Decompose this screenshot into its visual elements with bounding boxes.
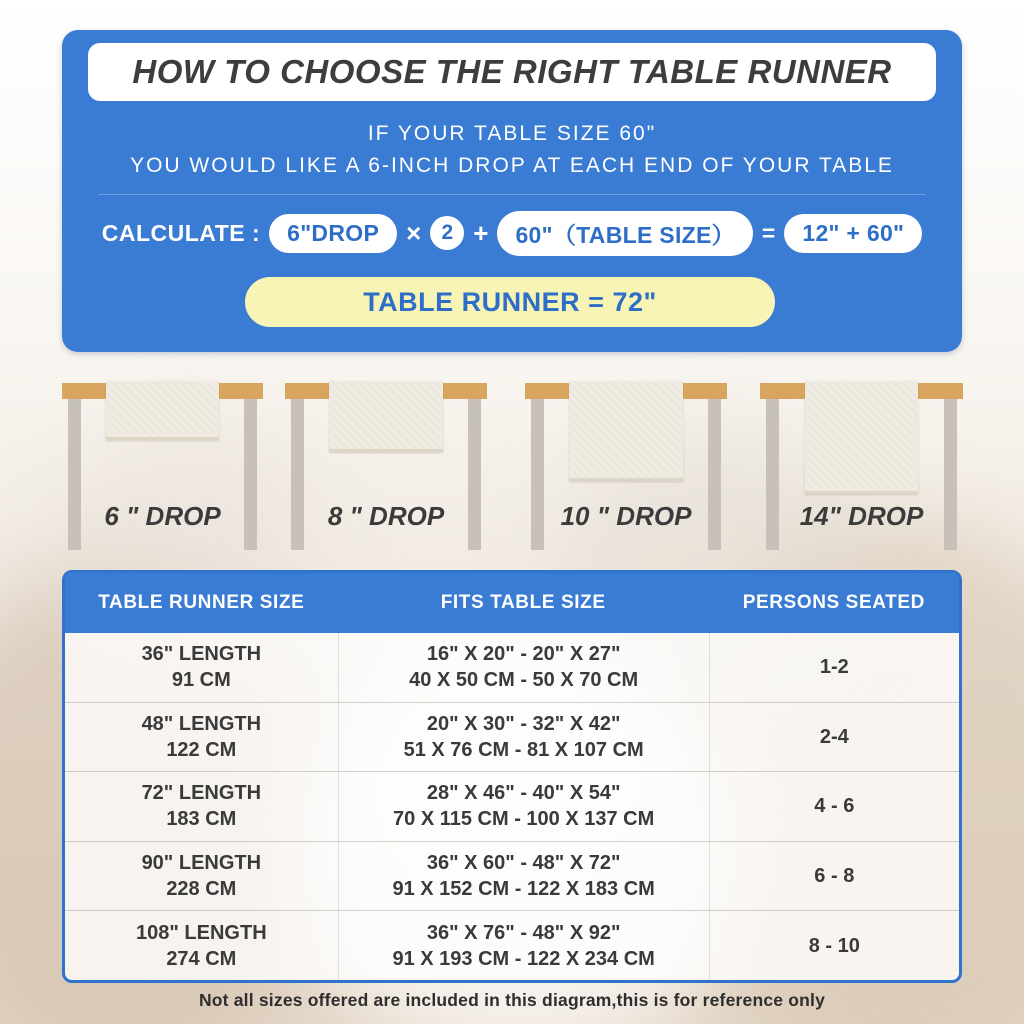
cell-line: 122 CM bbox=[166, 738, 237, 761]
table-runner bbox=[805, 381, 919, 494]
cell-line: 40 X 50 CM - 50 X 70 CM bbox=[409, 669, 639, 692]
table-size-pill: 60"（TABLE SIZE） bbox=[497, 211, 752, 256]
fits-table-cell bbox=[338, 633, 709, 702]
calculate-label: CALCULATE : bbox=[101, 219, 261, 246]
cell-line: 70 X 115 CM - 100 X 137 CM bbox=[393, 808, 655, 831]
table-runner bbox=[106, 381, 219, 440]
table-runner bbox=[569, 381, 682, 481]
cell-line: 16" X 20" - 20" X 27" bbox=[426, 643, 621, 666]
persons-seated-cell bbox=[709, 842, 959, 911]
equals-operator: = bbox=[761, 219, 776, 246]
table-runner bbox=[329, 381, 442, 452]
page-title: HOW TO CHOOSE THE RIGHT TABLE RUNNER bbox=[132, 53, 892, 90]
cell-line: 48" LENGTH bbox=[141, 712, 262, 735]
cell-line: 8 - 10 bbox=[808, 934, 860, 957]
persons-seated-cell bbox=[709, 911, 959, 980]
subtitle-line-1: IF YOUR TABLE SIZE 60" bbox=[367, 122, 657, 145]
column-header: TABLE RUNNER SIZE bbox=[98, 592, 305, 613]
cell-line: 6 - 8 bbox=[814, 865, 855, 888]
cell-line: 228 CM bbox=[166, 878, 237, 901]
cell-line: 51 X 76 CM - 81 X 107 CM bbox=[403, 738, 644, 761]
runner-size-cell bbox=[65, 911, 338, 980]
cell-line: 28" X 46" - 40" X 54" bbox=[426, 782, 621, 805]
cell-line: 108" LENGTH bbox=[136, 921, 267, 944]
cell-line: 2-4 bbox=[819, 725, 849, 748]
runner-size-cell bbox=[65, 703, 338, 772]
cell-line: 90" LENGTH bbox=[141, 852, 262, 875]
table-row bbox=[65, 841, 959, 911]
drop-label: 10 " DROP bbox=[560, 501, 692, 531]
column-header: FITS TABLE SIZE bbox=[440, 592, 606, 613]
table-figure bbox=[285, 383, 487, 558]
cell-line: 183 CM bbox=[166, 808, 237, 831]
persons-seated-cell bbox=[709, 772, 959, 841]
subtitle-line-2: YOU WOULD LIKE A 6-INCH DROP AT EACH END OF YOUR TABLE bbox=[130, 154, 894, 177]
size-chart-body bbox=[65, 633, 959, 980]
persons-seated-cell bbox=[709, 633, 959, 702]
cell-line: 1-2 bbox=[819, 656, 849, 679]
fits-table-cell bbox=[338, 703, 709, 772]
drop-label: 6 " DROP bbox=[104, 501, 221, 531]
persons-seated-cell bbox=[709, 703, 959, 772]
column-header: PERSONS SEATED bbox=[742, 592, 925, 613]
divider-line bbox=[98, 194, 926, 195]
table-figure bbox=[760, 383, 963, 558]
table-row bbox=[65, 771, 959, 841]
runner-size-cell bbox=[65, 772, 338, 841]
times-operator: × bbox=[406, 217, 422, 248]
footer-note: Not all sizes offered are included in this diagram,this is for reference only bbox=[198, 990, 826, 1010]
table-row bbox=[65, 633, 959, 702]
drop-label: 14" DROP bbox=[799, 501, 924, 531]
cell-line: 72" LENGTH bbox=[141, 782, 262, 805]
cell-line: 36" LENGTH bbox=[141, 643, 262, 666]
cell-line: 4 - 6 bbox=[814, 795, 855, 818]
cell-line: 36" X 60" - 48" X 72" bbox=[426, 852, 621, 875]
plus-operator: + bbox=[473, 217, 489, 248]
result-pill: TABLE RUNNER = 72" bbox=[245, 277, 775, 327]
sum-pill: 12" + 60" bbox=[784, 214, 922, 253]
size-chart-header bbox=[65, 573, 959, 633]
fits-table-cell bbox=[338, 772, 709, 841]
fits-table-cell bbox=[338, 911, 709, 980]
cell-line: 91 CM bbox=[171, 669, 231, 692]
calculation-row bbox=[72, 210, 952, 256]
cell-line: 20" X 30" - 32" X 42" bbox=[426, 712, 621, 735]
runner-size-cell bbox=[65, 633, 338, 702]
table-figure bbox=[525, 383, 727, 558]
drop-label: 8 " DROP bbox=[327, 501, 445, 531]
table-row bbox=[65, 702, 959, 772]
cell-line: 91 X 152 CM - 122 X 183 CM bbox=[392, 878, 655, 901]
header-panel bbox=[62, 30, 962, 352]
runner-size-cell bbox=[65, 842, 338, 911]
cell-line: 91 X 193 CM - 122 X 234 CM bbox=[392, 947, 655, 970]
size-chart bbox=[62, 570, 962, 983]
drop-diagram bbox=[0, 383, 1024, 563]
drop-pill: 6"DROP bbox=[269, 214, 397, 253]
fits-table-cell bbox=[338, 842, 709, 911]
table-figure bbox=[62, 383, 263, 558]
cell-line: 274 CM bbox=[166, 947, 237, 970]
table-row bbox=[65, 910, 959, 980]
cell-line: 36" X 76" - 48" X 92" bbox=[426, 921, 621, 944]
multiplier-badge: 2 bbox=[430, 216, 464, 250]
title-box bbox=[88, 43, 936, 101]
